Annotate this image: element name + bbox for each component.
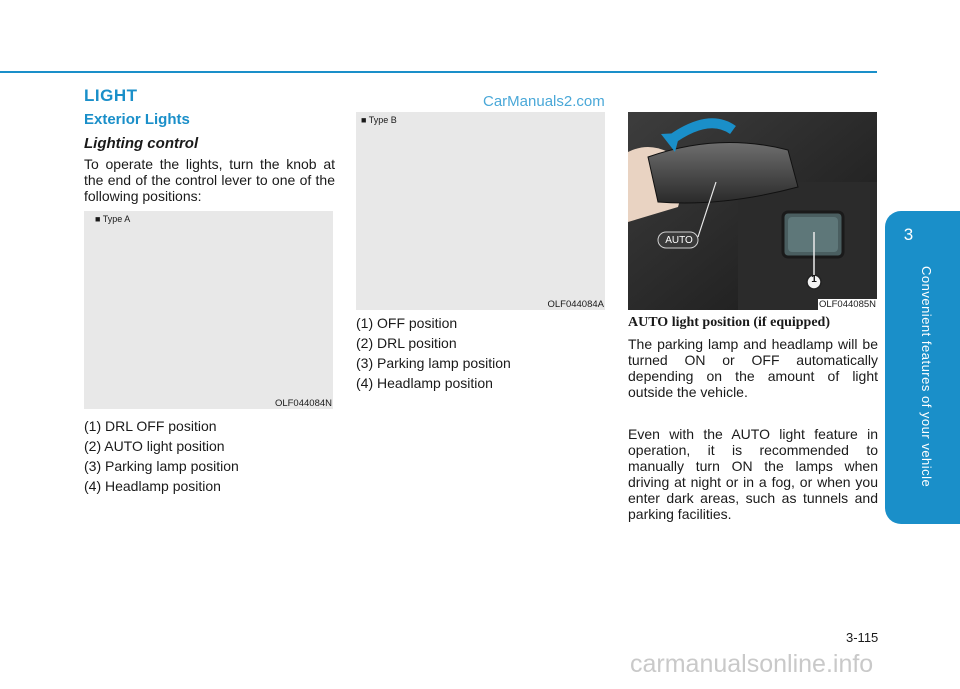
list-item: (2) DRL position [356, 335, 457, 351]
heading-auto-light: AUTO light position (if equipped) [628, 315, 831, 330]
watermark-top[interactable]: CarManuals2.com [483, 93, 605, 110]
chapter-tab [885, 211, 960, 524]
light-lever-illustration [628, 112, 877, 310]
list-item: (1) DRL OFF position [84, 418, 217, 434]
list-item: (4) Headlamp position [84, 478, 221, 494]
image-type-b [356, 112, 605, 310]
chapter-label: Convenient features of your vehicle [919, 266, 934, 488]
list-item: (2) AUTO light position [84, 438, 225, 454]
auto-paragraph-1: The parking lamp and headlamp will be turned ON or OFF automatically depending on the amount of light outside the vehicle. [628, 336, 878, 400]
chapter-number: 3 [903, 225, 914, 244]
page-number: 3-115 [846, 630, 879, 645]
heading-exterior-lights: Exterior Lights [84, 111, 190, 128]
auto-light-photo [628, 112, 877, 310]
list-item: (1) OFF position [356, 315, 458, 331]
image-type-label: ■ Type B [361, 115, 397, 125]
heading-lighting-control: Lighting control [84, 135, 199, 152]
watermark-bottom[interactable]: carmanualsonline.info [630, 650, 874, 678]
list-item: (3) Parking lamp position [356, 355, 511, 371]
image-type-label: ■ Type A [95, 214, 131, 224]
image-code: OLF044085N [818, 299, 876, 310]
list-item: (4) Headlamp position [356, 375, 493, 391]
intro-paragraph: To operate the lights, turn the knob at the end of the control lever to one of the following positions: [84, 156, 335, 204]
auto-paragraph-2: Even with the AUTO light feature in operation, it is recommended to manually turn ON the lamps when driving at night or in a fog, or when you enter dark areas, such as tunnels and parking facilities. [628, 426, 878, 522]
section-title: LIGHT [84, 86, 138, 105]
image-code: OLF044084A [547, 299, 604, 310]
image-code: OLF044084N [274, 398, 332, 409]
top-rule [0, 71, 877, 73]
list-item: (3) Parking lamp position [84, 458, 239, 474]
position-list-type-b [356, 313, 511, 393]
marker-number: 1 [811, 274, 817, 285]
auto-label: AUTO [665, 235, 693, 246]
position-list-type-a [84, 416, 239, 496]
image-type-a [84, 211, 333, 409]
